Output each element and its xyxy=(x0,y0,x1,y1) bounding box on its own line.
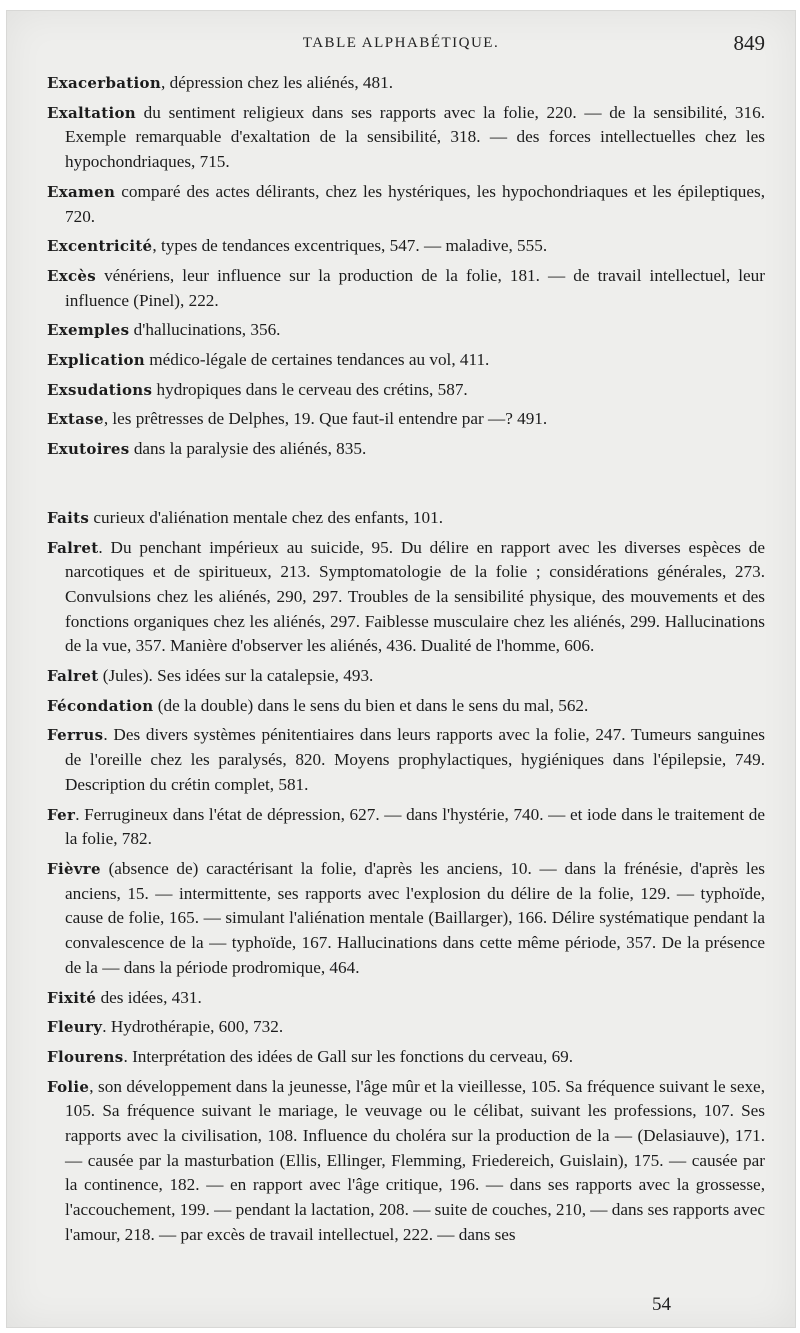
entry-term: Exacerbation xyxy=(47,74,162,92)
entry-term: Fer xyxy=(47,805,76,824)
page-number: 849 xyxy=(733,31,765,55)
entry-text: (absence de) caractérisant la folie, d'après les anciens, 10. — dans la frénésie, d'après les anciens, 15. — intermittente, ses rapports avec l'explosion du délire de la folie, 129. — typhoïde, cause de folie, 165. — simulant l'aliénation mentale (Baillarger), 166. Délire systématique pendant la convalescence de la — typhoïde, 167. Hallucinations dans cette même période, 357. De la présence de la — dans la période prodromique, 464. xyxy=(65,858,765,977)
entry-text: . Hydrothérapie, 600, 732. xyxy=(102,1017,284,1037)
entry-term: Fleury xyxy=(47,1018,103,1037)
index-entry xyxy=(47,264,765,313)
book-page xyxy=(6,10,796,1328)
entry-term: Excentricité xyxy=(47,237,153,256)
entry-term: Explication xyxy=(47,351,145,370)
entry-term: Fixité xyxy=(47,988,97,1007)
entry-term: Folie xyxy=(47,1077,90,1096)
index-entry xyxy=(47,506,765,531)
entry-term: Ferrus xyxy=(47,726,104,745)
page-title: TABLE ALPHABÉTIQUE. xyxy=(302,35,500,51)
entry-text: du sentiment religieux dans ses rapports avec la folie, 220. — de la sensibilité, 316. Exemple remarquable d'exaltation de la sensibilité, 318. — des forces intellectuelles chez les hypochondriaques, 715. xyxy=(65,102,765,172)
index-entry xyxy=(47,1045,765,1070)
entry-text: (Jules). Ses idées sur la catalepsie, 493. xyxy=(98,666,374,686)
index-entry xyxy=(47,803,765,852)
entry-term: Excès xyxy=(47,266,96,285)
entry-term: Falret xyxy=(47,538,99,557)
index-entries xyxy=(47,71,765,1253)
entry-term: Extase xyxy=(47,410,104,429)
entry-term: Faits xyxy=(47,508,90,527)
entry-text: . Des divers systèmes pénitentiaires dans leurs rapports avec la folie, 247. Tumeurs sanguines de l'oreille chez les paralysés, 820. Moyens prophylactiques, hygiéniques dans l'épilepsie, 749. Description du crétin complet, 581. xyxy=(65,725,765,794)
entry-text: médico-légale de certaines tendances au vol, 411. xyxy=(144,350,490,370)
entry-text: . Du penchant impérieux au suicide, 95. Du délire en rapport avec les diverses espèces de narcotiques et de spiritueux, 213. Symptomatologie de la folie ; considérations générales, 273. Convulsions chez les aliénés, 290, 297. Troubles de la sensibilité physique, des mouvements et des fonctions organiques chez les aliénés, 297. Faiblesse musculaire chez les aliénés, 299. Hallucinations de la vue, 357. Manière d'observer les aliénés, 436. Dualité de l'homme, 606. xyxy=(65,537,765,656)
entry-text: curieux d'aliénation mentale chez des enfants, 101. xyxy=(89,507,443,527)
entry-term: Exsudations xyxy=(47,380,153,399)
entry-term: Flourens xyxy=(47,1047,124,1066)
entry-text: vénériens, leur influence sur la production de la folie, 181. — de travail intellectuel, leur influence (Pinel), 222. xyxy=(65,265,765,310)
entry-text: . Ferrugineux dans l'état de dépression, 627. — dans l'hystérie, 740. — et iode dans le traitement de la folie, 782. xyxy=(65,804,765,849)
entry-term: Exemples xyxy=(47,321,130,340)
index-entry xyxy=(47,986,765,1011)
entry-term: Falret xyxy=(47,667,99,686)
entry-text: , dépression chez les aliénés, 481. xyxy=(161,73,393,92)
entry-term: Fécondation xyxy=(47,696,154,715)
index-entry xyxy=(47,318,765,343)
index-entry xyxy=(47,234,765,259)
running-header xyxy=(7,31,795,61)
entry-term: Fièvre xyxy=(47,859,101,878)
index-entry xyxy=(47,407,765,432)
index-entry xyxy=(47,694,765,719)
index-entry xyxy=(47,71,765,96)
index-entry xyxy=(47,180,765,229)
signature-mark: 54 xyxy=(652,1294,671,1315)
index-entry xyxy=(47,1015,765,1040)
entry-text: , types de tendances excentriques, 547. — maladive, 555. xyxy=(152,236,548,256)
entry-term: Exaltation xyxy=(47,103,136,122)
index-entry xyxy=(47,664,765,689)
index-entry xyxy=(47,536,765,660)
entry-text: hydropiques dans le cerveau des crétins, 587. xyxy=(152,379,468,399)
entry-text: d'hallucinations, 356. xyxy=(129,320,281,340)
entry-text: des idées, 431. xyxy=(96,987,202,1007)
index-entry xyxy=(47,437,765,462)
entry-text: (de la double) dans le sens du bien et dans le sens du mal, 562. xyxy=(153,695,589,715)
entry-text: dans la paralysie des aliénés, 835. xyxy=(129,439,367,459)
index-entry xyxy=(47,101,765,175)
entry-text: , son développement dans la jeunesse, l'âge mûr et la vieillesse, 105. Sa fréquence suivant le sexe, 105. Sa fréquence suivant le mariage, le veuvage ou le célibat, suivant les professions, 107. Ses rapports avec la civilisation, 108. Influence du choléra sur la production de la — (Delasiauve), 171. — causée par la masturbation (Ellis, Ellinger, Flemming, Friedereich, Guislain), 175. — causée par la continence, 182. — en rapport avec l'âge critique, 196. — dans ses rapports avec la grossesse, l'accouchement, 199. — pendant la lactation, 208. — suite de couches, 210, — dans ses rapports avec l'amour, 218. — par excès de travail intellectuel, 222. — dans ses xyxy=(65,1076,765,1244)
entry-text: , les prêtresses de Delphes, 19. Que faut-il entendre par —? 491. xyxy=(103,409,548,429)
index-entry xyxy=(47,348,765,373)
index-entry xyxy=(47,378,765,403)
entry-text: comparé des actes délirants, chez les hystériques, les hypochondriaques et les épileptiques, 720. xyxy=(65,181,765,226)
entry-term: Exutoires xyxy=(47,440,130,459)
index-entry xyxy=(47,723,765,797)
entry-term: Examen xyxy=(47,182,116,201)
entry-text: . Interprétation des idées de Gall sur les fonctions du cerveau, 69. xyxy=(123,1046,574,1066)
index-entry xyxy=(47,857,765,981)
index-entry xyxy=(47,1075,765,1248)
